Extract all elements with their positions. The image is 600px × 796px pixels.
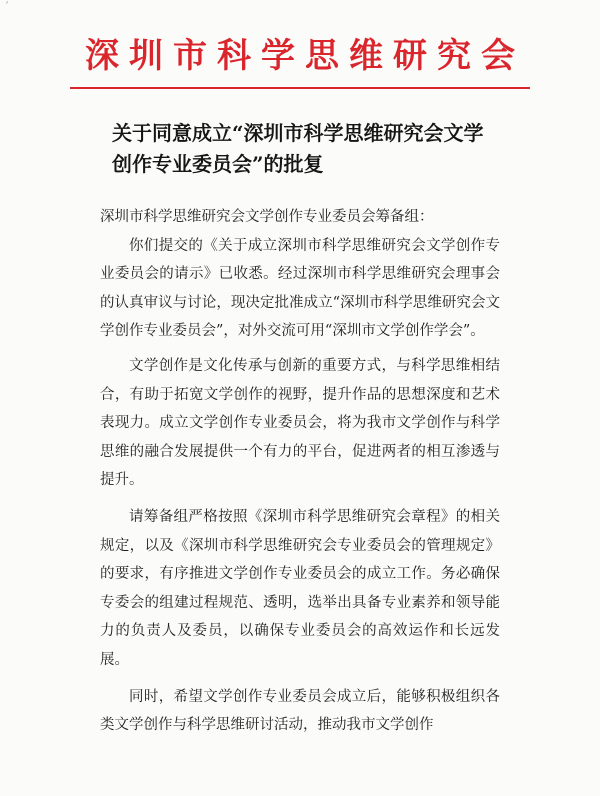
document-body <box>100 203 500 748</box>
body-paragraph: 你们提交的《关于成立深圳市科学思维研究会文学创作专业委员会的请示》已收悉。经过深圳市科学思维研究会理事会的认真审议与讨论，现决定批准成立“深圳市科学思维研究会文学创作专业委员会”，对外交流可用“深圳市文学创作学会”。 <box>100 237 500 340</box>
body-paragraph: 同时，希望文学创作专业委员会成立后，能够积极组织各类文学创作与科学思维研讨活动，推动我市文学创作 <box>100 688 500 734</box>
org-name: 深圳市科学思维研究会 <box>85 36 525 76</box>
salutation: 深圳市科学思维研究会文学创作专业委员会筹备组： <box>100 209 434 225</box>
body-paragraph: 请筹备组严格按照《深圳市科学思维研究会章程》的相关规定，以及《深圳市科学思维研究会专业委员会的管理规定》的要求，有序推进文学创作专业委员会的成立工作。务必确保专委会的组建过程规范、透明，选举出具备专业素养和领导能力的负责人及委员，以确保专业委员会的高效运作和长远发展。 <box>100 508 500 668</box>
corner-mark: ˊ <box>4 2 9 13</box>
red-divider-line <box>70 87 530 89</box>
org-header <box>0 34 600 78</box>
document-title: 关于同意成立“深圳市科学思维研究会文学创作专业委员会”的批复 <box>112 121 484 176</box>
body-paragraph: 文学创作是文化传承与创新的重要方式，与科学思维相结合，有助于拓宽文学创作的视野，提升作品的思想深度和艺术表现力。成立文学创作专业委员会，将为我市文学创作与科学思维的融合发展提供一个有力的平台，促进两者的相互渗透与提升。 <box>100 357 500 489</box>
